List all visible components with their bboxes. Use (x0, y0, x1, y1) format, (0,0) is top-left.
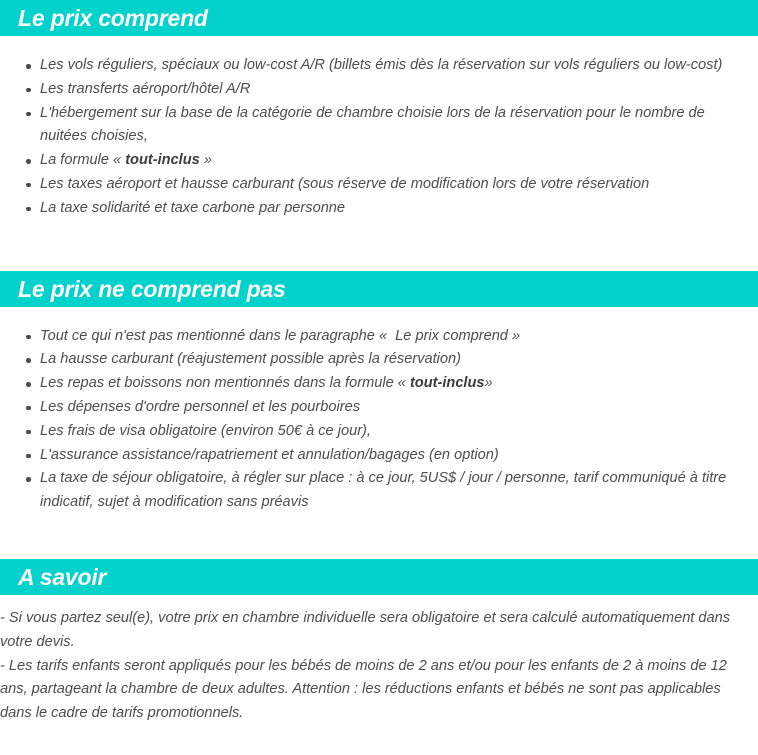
section-header-not-included (0, 271, 758, 307)
note-paragraph: - Si vous partez seul(e), votre prix en chambre individuelle sera obligatoire et sera calculé automatiquement dans votre devis. (0, 609, 731, 650)
list-item: Les taxes aéroport et hausse carburant (sous réserve de modification lors de votre réservation (0, 173, 758, 197)
section-header-included (0, 0, 758, 36)
list-item: La hausse carburant (réajustement possible après la réservation) (0, 348, 758, 372)
not-included-list (0, 325, 758, 515)
list-item: La formule « tout-inclus » (0, 149, 758, 173)
section-header-to-know (0, 559, 758, 595)
section-title-not-included: Le prix ne comprend pas (18, 275, 286, 302)
included-list (0, 54, 758, 221)
list-item: L'hébergement sur la base de la catégorie de chambre choisie lors de la réservation pour le nombre de nuitées choisies, (0, 102, 758, 150)
spacer-included-top (0, 36, 758, 54)
list-item: Les transferts aéroport/hôtel A/R (0, 78, 758, 102)
list-item: L'assurance assistance/rapatriement et annulation/bagages (en option) (0, 444, 758, 468)
list-item: La taxe solidarité et taxe carbone par personne (0, 197, 758, 221)
list-item: Les vols réguliers, spéciaux ou low-cost A/R (billets émis dès la réservation sur vols réguliers ou low-cost) (0, 54, 758, 78)
to-know-body (0, 595, 758, 726)
list-item: Les repas et boissons non mentionnés dans la formule « tout-inclus» (0, 372, 758, 396)
spacer-not-included-top (0, 307, 758, 325)
spacer-between-sections-2 (0, 515, 758, 559)
section-title-included: Le prix comprend (18, 5, 208, 31)
list-item: La taxe de séjour obligatoire, à régler sur place : à ce jour, 5US$ / jour / personne, tarif communiqué à titre indicatif, sujet à modification sans préavis (0, 467, 758, 515)
list-item: Les frais de visa obligatoire (environ 50€ à ce jour), (0, 420, 758, 444)
list-item: Tout ce qui n'est pas mentionné dans le paragraphe « Le prix comprend » (0, 325, 758, 349)
section-title-to-know: A savoir (18, 563, 107, 590)
note-paragraph: - Les tarifs enfants seront appliqués pour les bébés de moins de 2 ans et/ou pour les enfants de 2 à moins de 12 ans, partageant la chambre de deux adultes. Attention : les réductions enfants et bébés ne sont pas applicables dans le cadre de tarifs promotionnels. (0, 657, 727, 722)
list-item: Les dépenses d'ordre personnel et les pourboires (0, 396, 758, 420)
spacer-between-sections-1 (0, 221, 758, 271)
